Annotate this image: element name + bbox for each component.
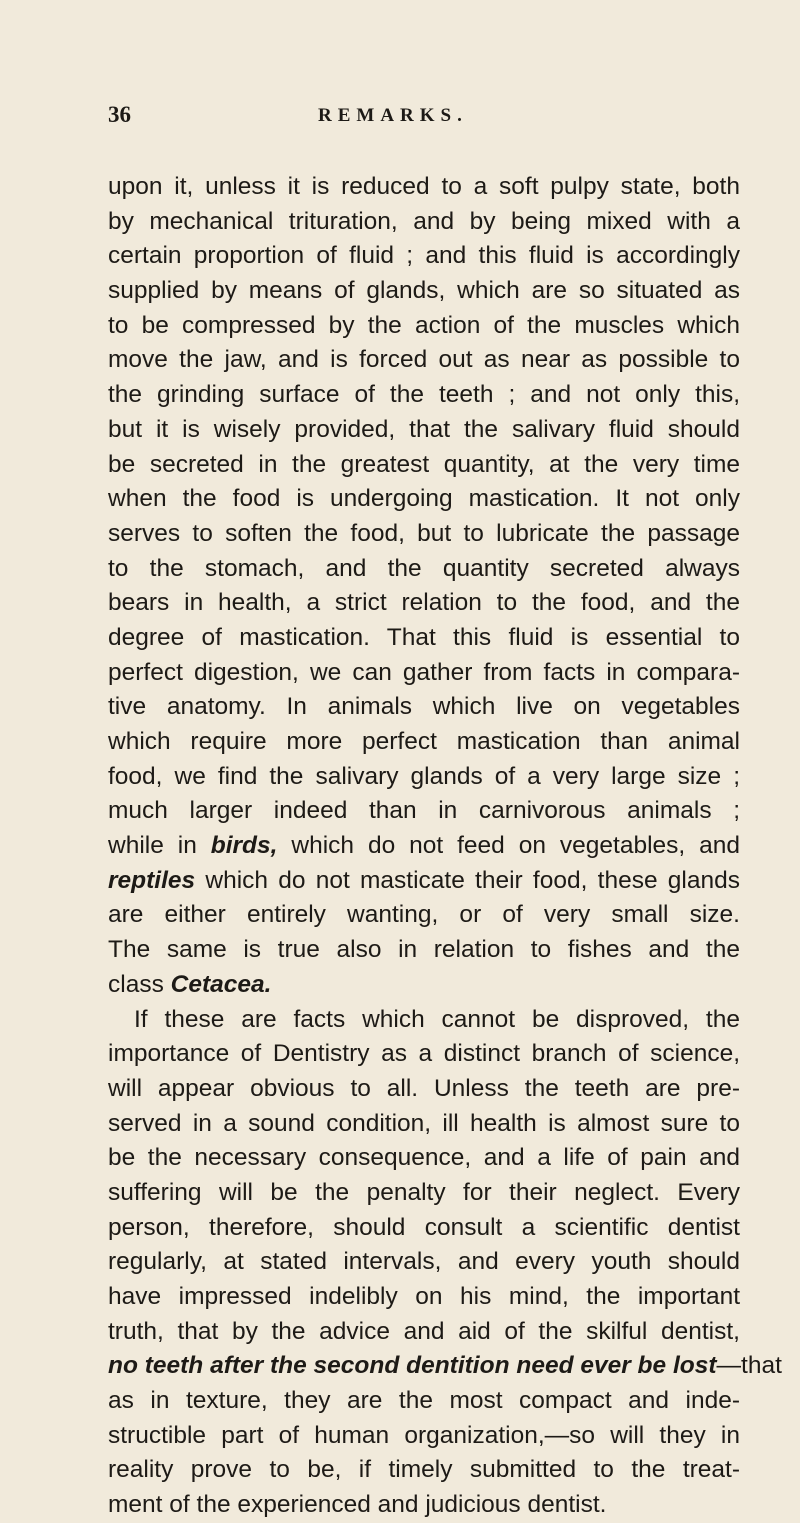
text-line: certain proportion of fluid ; and this fluid is accordingly <box>108 242 740 270</box>
text-line: tive anatomy. In animals which live on vegetables <box>108 693 740 721</box>
text-line: reality prove to be, if timely submitted to the treat- <box>108 1456 740 1484</box>
italic-term-birds: birds, <box>210 832 278 860</box>
text-run: —that <box>716 1352 782 1380</box>
text-line: perfect digestion, we can gather from facts in compara- <box>108 658 740 686</box>
text-line: be the necessary consequence, and a life of pain and <box>108 1144 740 1172</box>
text-line: supplied by means of glands, which are so situated as <box>108 277 740 305</box>
text-line: to be compressed by the action of the muscles which <box>108 311 740 339</box>
text-line: If these are facts which cannot be disproved, the <box>134 1005 740 1033</box>
text-line: The same is true also in relation to fishes and the <box>108 936 740 964</box>
body-text <box>108 170 782 1523</box>
text-run: which do not masticate their food, these glands <box>195 866 740 894</box>
text-line: by mechanical trituration, and by being mixed with a <box>108 207 740 235</box>
paragraph-2 <box>108 1003 782 1523</box>
text-line: upon it, unless it is reduced to a soft pulpy state, both <box>108 173 740 200</box>
text-run: class <box>108 970 171 998</box>
text-run: which do not feed on vegetables, and <box>277 832 740 860</box>
text-line: structible part of human organization,—so will they in <box>108 1421 740 1449</box>
text-line: but it is wisely provided, that the salivary fluid should <box>108 415 740 443</box>
text-line <box>108 829 740 864</box>
italic-term-cetacea: Cetacea. <box>170 970 272 998</box>
text-line: as in texture, they are the most compact and inde- <box>108 1387 740 1415</box>
text-line: ment of the experienced and judicious dentist. <box>108 1491 607 1519</box>
text-line <box>108 864 740 899</box>
text-line: will appear obvious to all. Unless the teeth are pre- <box>108 1074 740 1102</box>
text-line: the grinding surface of the teeth ; and not only this, <box>108 381 740 409</box>
text-line: to the stomach, and the quantity secreted always <box>108 554 740 582</box>
text-line: regularly, at stated intervals, and every youth should <box>108 1248 740 1276</box>
text-line <box>108 968 740 1003</box>
text-line: be secreted in the greatest quantity, at the very time <box>108 450 740 478</box>
text-line <box>108 1349 782 1384</box>
italic-emphasis: no teeth after the second dentition need ever be lost <box>108 1352 717 1380</box>
text-line: truth, that by the advice and aid of the skilful dentist, <box>108 1317 740 1345</box>
text-line: suffering will be the penalty for their neglect. Every <box>108 1178 740 1206</box>
page-number: 36 <box>108 102 131 127</box>
text-run: while in <box>108 832 211 860</box>
text-line: when the food is undergoing mastication. It not only <box>108 485 740 513</box>
text-line: importance of Dentistry as a distinct branch of science, <box>108 1040 740 1068</box>
text-line: degree of mastication. That this fluid is essential to <box>108 623 740 651</box>
text-line: served in a sound condition, ill health is almost sure to <box>108 1109 740 1137</box>
text-line: serves to soften the food, but to lubricate the passage <box>108 519 740 547</box>
paragraph-1 <box>108 170 740 1003</box>
text-line: have impressed indelibly on his mind, the important <box>108 1283 740 1310</box>
running-title: REMARKS. <box>318 105 468 126</box>
text-line: which require more perfect mastication than animal <box>108 728 740 755</box>
text-line: move the jaw, and is forced out as near as possible to <box>108 346 740 374</box>
italic-term-reptiles: reptiles <box>108 866 196 894</box>
text-line: bears in health, a strict relation to the food, and the <box>108 589 740 617</box>
text-line: food, we find the salivary glands of a very large size ; <box>108 762 740 790</box>
text-line: much larger indeed than in carnivorous animals ; <box>108 797 740 825</box>
text-line: person, therefore, should consult a scientific dentist <box>108 1213 740 1241</box>
running-head <box>108 102 748 132</box>
text-line: are either entirely wanting, or of very small size. <box>108 901 740 929</box>
